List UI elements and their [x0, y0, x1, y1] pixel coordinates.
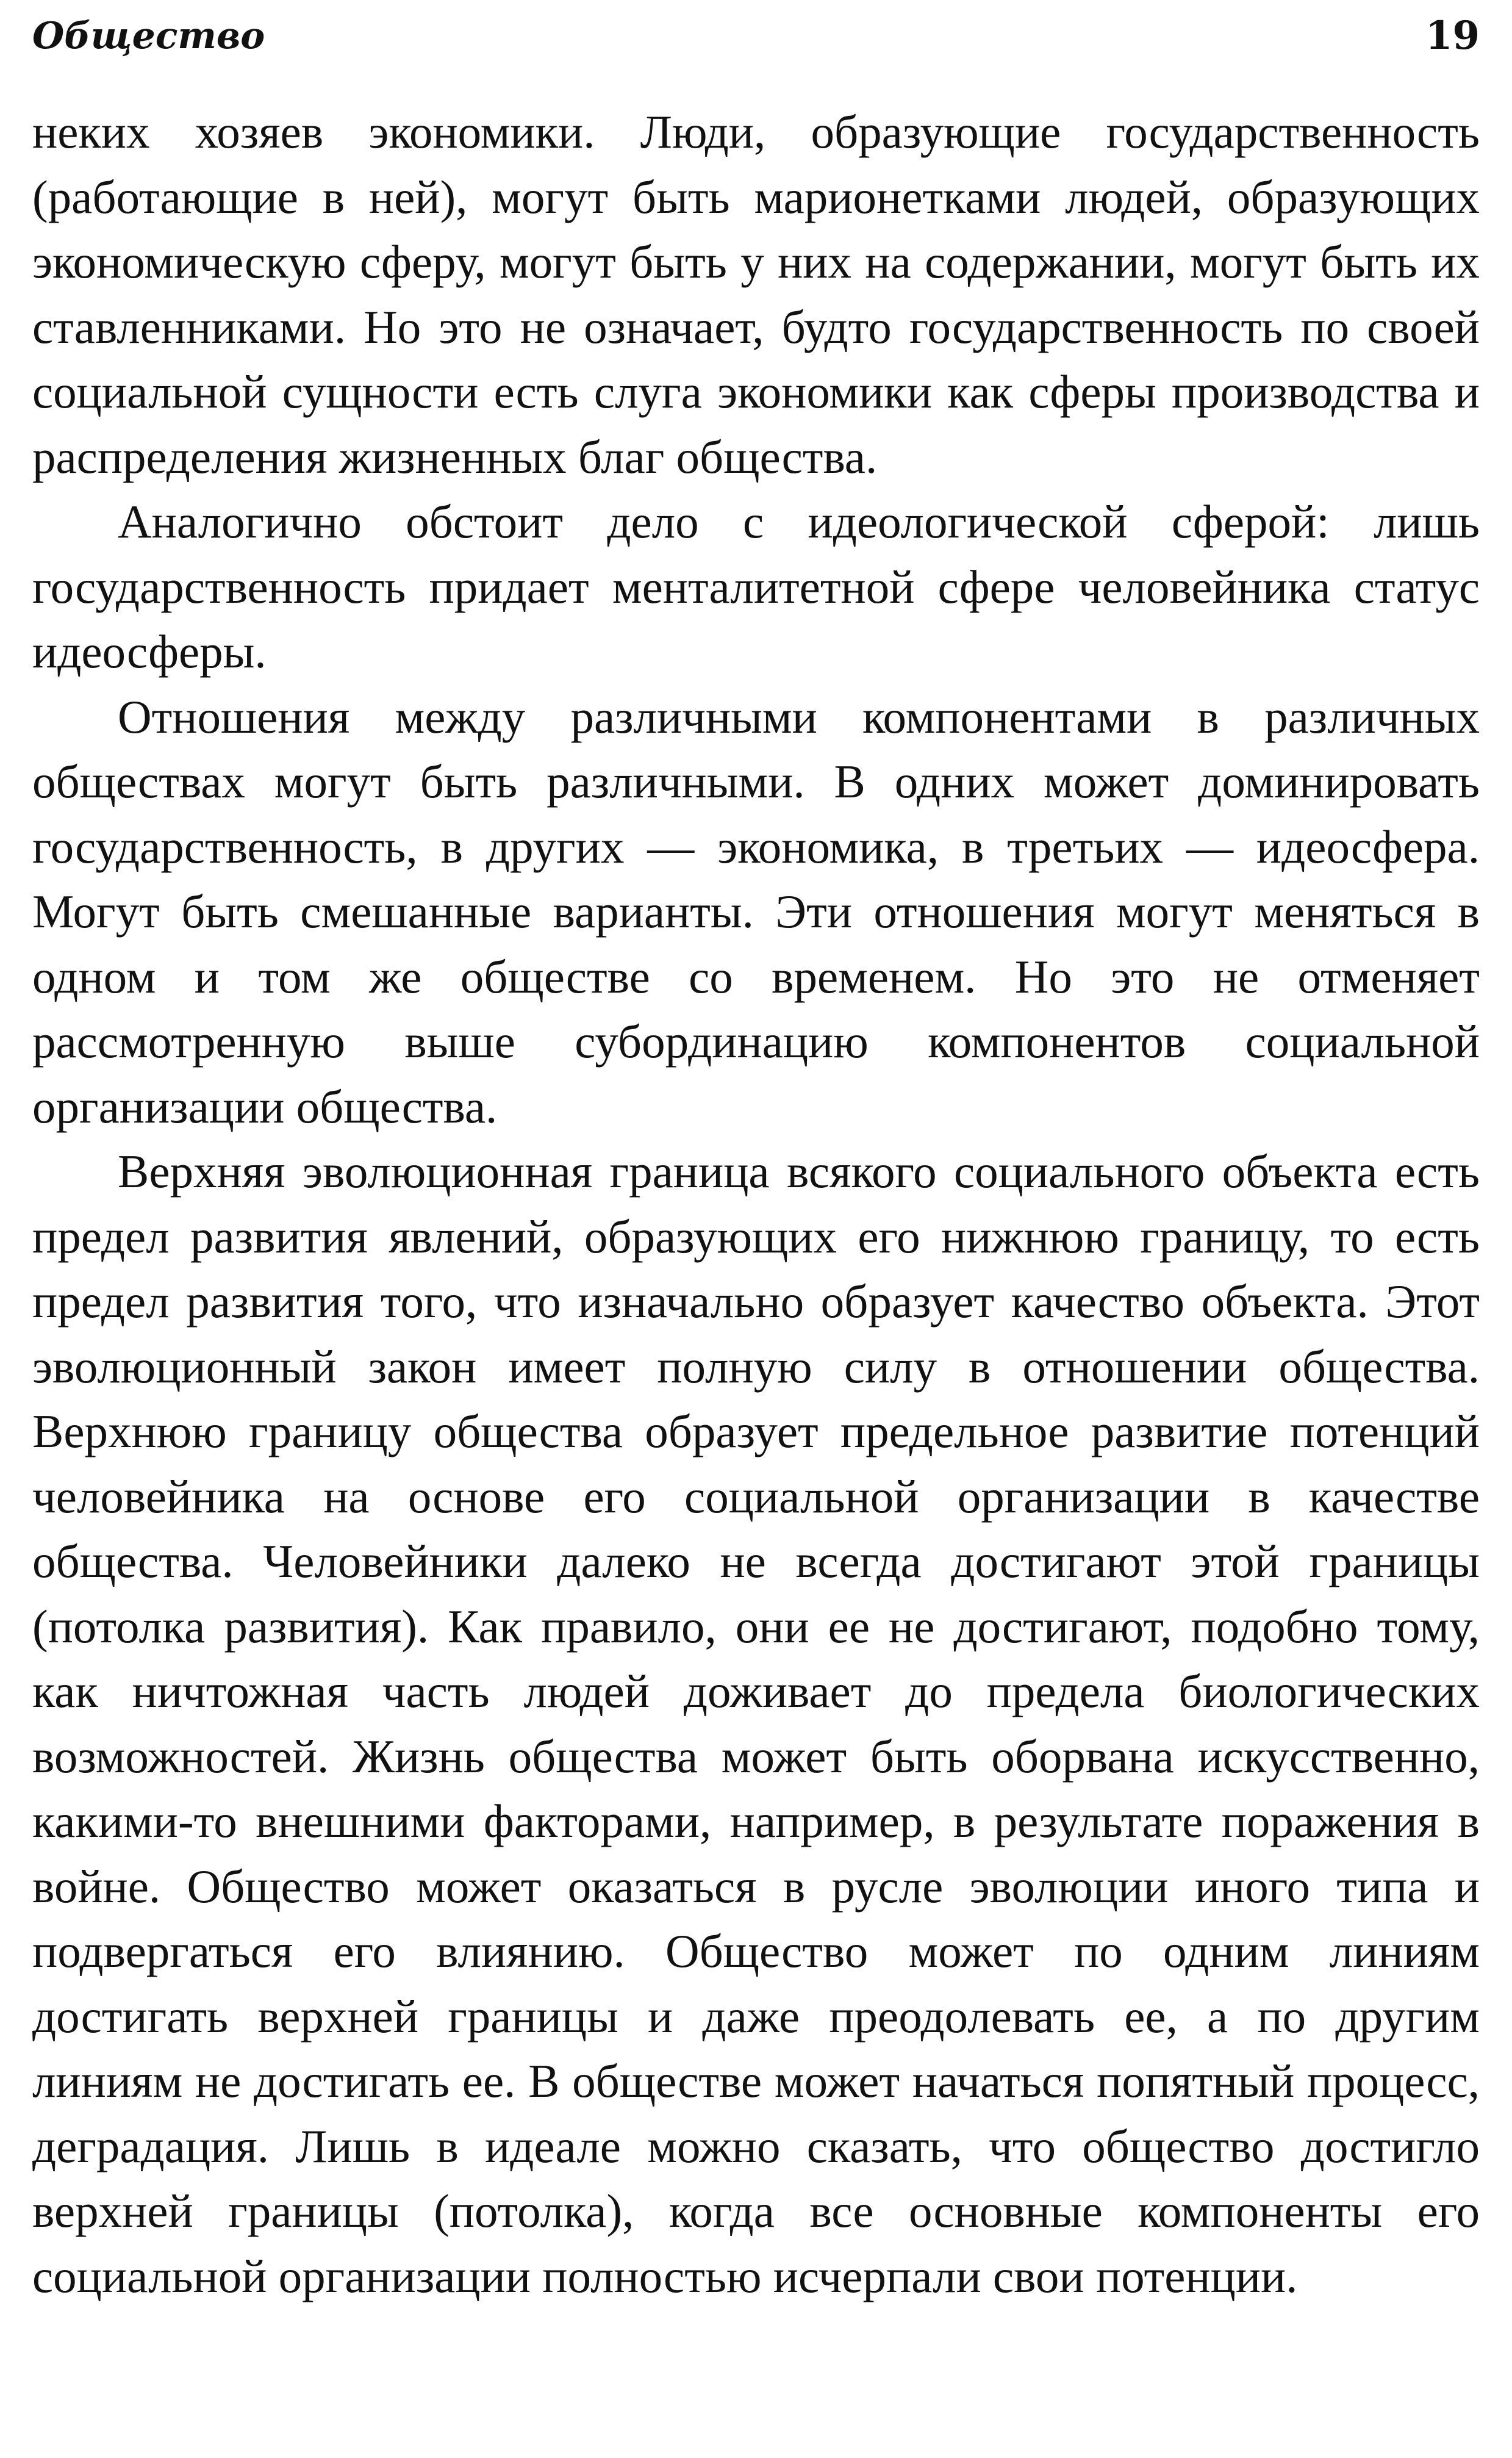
paragraph-ideosphere: Аналогично обстоит дело с идеологической сферой: лишь государственность придает менталитетной сфере человейника статус идеосферы.	[32, 495, 1480, 678]
running-head	[32, 9, 1480, 63]
body-text	[32, 99, 1480, 2309]
section-title: Общество	[32, 15, 265, 57]
paragraph-relations: Отношения между различными компонентами в различных обществах могут быть различными. В одних может доминировать государственность, в других — экономика, в третьих — идеосфера. Могут быть смешанные варианты. Эти отношения могут меняться в одном и том же обществе со временем. Но это не отменяет рассмотренную выше субординацию компонентов социальной организации общества.	[32, 690, 1480, 1133]
paragraph-upper-boundary: Верхняя эволюционная граница всякого социального объекта есть предел развития явлений, образующих его нижнюю границу, то есть предел развития того, что изначально образует качество объекта. Этот эволюционный закон имеет полную силу в отношении общества. Верхнюю границу общества образует предельное развитие потенций человейника на основе его социальной организации в качестве общества. Человейники далеко не всегда достигают этой границы (потолка развития). Как правило, они ее не достигают, подобно тому, как ничтожная часть людей доживает до предела биологических возможностей. Жизнь общества может быть оборвана искусственно, какими-то внешними факторами, например, в результате поражения в войне. Общество может оказаться в русле эволюции иного типа и подвергаться его влиянию. Общество может по одним линиям достигать верхней границы и даже преодолевать ее, а по другим линиям не достигать ее. В обществе может начаться попятный процесс, деградация. Лишь в идеале можно сказать, что общество достигло верхней границы (потолка), когда все основные компоненты его социальной организации полностью исчерпали свои потенции.	[32, 1145, 1480, 2302]
page-number: 19	[1425, 13, 1480, 59]
paragraph-continuation: неких хозяев экономики. Люди, образующие государственность (работающие в ней), могут быть марионетками людей, образующих экономическую сферу, могут быть у них на содержании, могут быть их ставленниками. Но это не означает, будто государственность по своей социальной сущности есть слуга экономики как сферы производства и распределения жизненных благ общества.	[32, 106, 1480, 483]
